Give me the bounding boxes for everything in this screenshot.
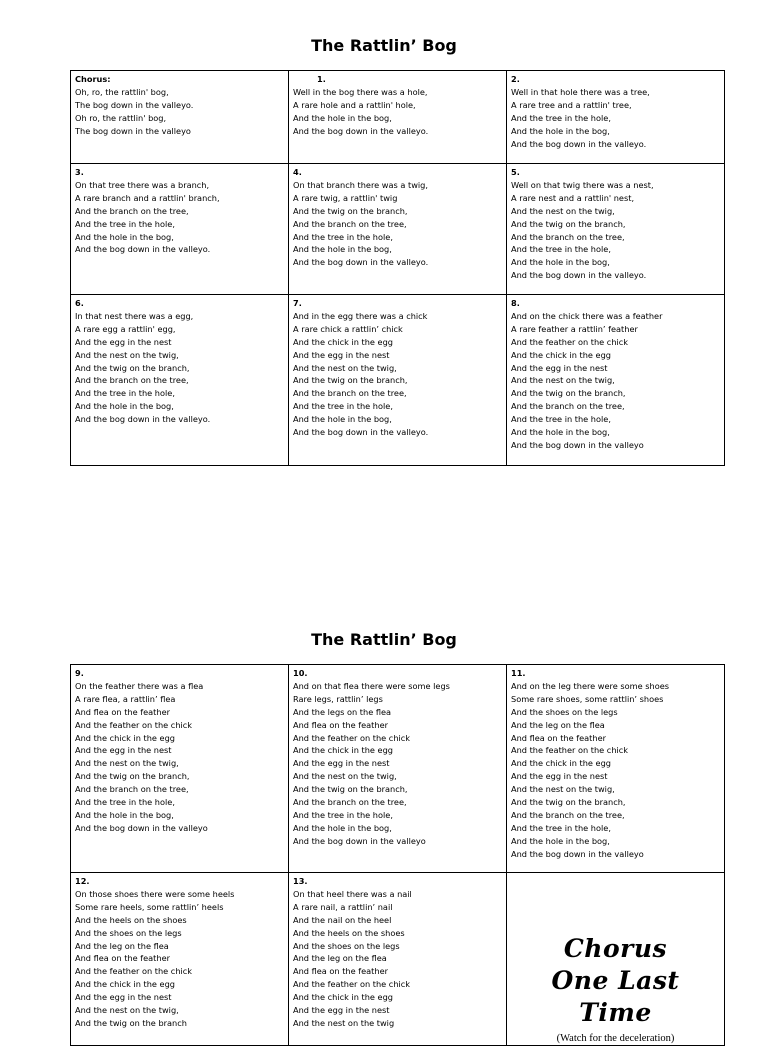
lyric-line: And the chick in the egg — [293, 992, 393, 1003]
lyric-line: On those shoes there were some heels — [75, 888, 235, 899]
lyric-line: And the hole in the bog, — [75, 231, 174, 242]
lyric-line: A rare nail, a rattlin’ nail — [293, 901, 393, 912]
lyric-line: And the branch on the tree, — [293, 797, 407, 808]
lyric-line: Oh ro, the rattlin' bog, — [75, 112, 167, 123]
lyric-line: And the feather on the chick — [293, 732, 411, 743]
lyric-line: And the twig on the branch, — [293, 205, 408, 216]
lyric-line: And the branch on the tree, — [75, 784, 189, 795]
lyric-line: And the tree in the hole, — [293, 401, 393, 412]
lyric-line: And the bog down in the valleyo. — [293, 427, 429, 438]
lyric-line: And in the egg there was a chick — [293, 310, 428, 321]
lyric-line: And the chick in the egg — [75, 732, 175, 743]
lyric-line: A rare chick a rattlin’ chick — [293, 323, 403, 334]
lyric-line: Well on that twig there was a nest, — [511, 179, 654, 190]
lyric-line: And the bog down in the valleyo. — [511, 270, 647, 281]
lyric-line: And the nest on the twig — [293, 1017, 395, 1028]
lyric-line: And the shoes on the legs — [293, 940, 400, 951]
finale-block — [511, 875, 720, 1044]
lyric-line: And the tree in the hole, — [511, 414, 611, 425]
lyric-line: And the bog down in the valleyo — [511, 439, 644, 450]
lyric-line: And the bog down in the valleyo. — [75, 414, 211, 425]
lyric-line: And the bog down in the valleyo. — [293, 257, 429, 268]
lyric-line: Some rare heels, some rattlin’ heels — [75, 901, 224, 912]
verse-number: 8. — [511, 298, 520, 308]
lyric-line: And the heels on the shoes — [75, 914, 187, 925]
lyric-line: On that branch there was a twig, — [293, 179, 428, 190]
lyric-line: And the leg on the flea — [75, 940, 169, 951]
lyric-line: And the egg in the nest — [293, 349, 390, 360]
lyric-line: And the hole in the bog, — [293, 822, 392, 833]
chorus-heading: Chorus: — [75, 74, 111, 84]
lyric-line: A rare flea, a rattlin’ flea — [75, 693, 176, 704]
lyric-line: And the leg on the flea — [293, 953, 387, 964]
finale-cell — [507, 873, 725, 1046]
lyric-line: And the egg in the nest — [293, 758, 390, 769]
lyric-line: And the egg in the nest — [511, 362, 608, 373]
lyric-line: And the egg in the nest — [75, 992, 172, 1003]
lyric-line: Well in the bog there was a hole, — [293, 86, 428, 97]
lyric-line: And the legs on the flea — [293, 706, 392, 717]
page-title: The Rattlin’ Bog — [311, 36, 457, 55]
lyric-line: And the twig on the branch, — [293, 375, 408, 386]
lyric-line: And the egg in the nest — [75, 336, 172, 347]
lyric-line: And flea on the feather — [293, 719, 388, 730]
lyric-line: And on the leg there were some shoes — [511, 680, 670, 691]
lyric-line: And the chick in the egg — [511, 349, 611, 360]
lyric-line: And the nest on the twig, — [511, 784, 615, 795]
lyric-line: A rare tree and a rattlin' tree, — [511, 99, 632, 110]
lyric-line: And flea on the feather — [511, 732, 606, 743]
verse-cell — [289, 164, 507, 295]
lyric-line: And the bog down in the valleyo — [511, 848, 644, 859]
verse-number: 1. — [317, 74, 326, 84]
lyric-line: And the twig on the branch, — [293, 784, 408, 795]
verse-number: 6. — [75, 298, 84, 308]
lyric-line: And the hole in the bog, — [511, 125, 610, 136]
lyric-line: Oh, ro, the rattlin' bog, — [75, 86, 169, 97]
lyric-line: Rare legs, rattlin’ legs — [293, 693, 383, 704]
lyric-line: And the nest on the twig, — [75, 1005, 179, 1016]
lyric-line: And the hole in the bog, — [511, 835, 610, 846]
lyric-line: And the branch on the tree, — [511, 809, 625, 820]
lyric-line: And the hole in the bog, — [75, 401, 174, 412]
lyric-line: And the egg in the nest — [75, 745, 172, 756]
lyric-line: Well in that hole there was a tree, — [511, 86, 650, 97]
lyric-line: And on that flea there were some legs — [293, 680, 450, 691]
verse-table — [70, 70, 725, 466]
lyric-line: And the tree in the hole, — [293, 809, 393, 820]
page-title: The Rattlin’ Bog — [311, 630, 457, 649]
lyric-line: A rare hole and a rattlin' hole, — [293, 99, 416, 110]
lyric-line: And the tree in the hole, — [511, 244, 611, 255]
lyric-line: And the nail on the heel — [293, 914, 392, 925]
finale-heading: One Last Time — [551, 966, 680, 1027]
lyric-line: And the feather on the chick — [511, 336, 629, 347]
lyric-line: And the feather on the chick — [75, 719, 193, 730]
lyric-line: And flea on the feather — [293, 966, 388, 977]
lyric-line: And the tree in the hole, — [75, 218, 175, 229]
lyric-line: And the branch on the tree, — [511, 231, 625, 242]
lyric-line: And the shoes on the legs — [511, 706, 618, 717]
lyric-line: And the chick in the egg — [293, 745, 393, 756]
lyric-line: And the branch on the tree, — [511, 401, 625, 412]
lyric-line: And on the chick there was a feather — [511, 310, 663, 321]
lyric-line: A rare branch and a rattlin' branch, — [75, 192, 220, 203]
lyric-line: And the hole in the bog, — [75, 809, 174, 820]
lyric-line: And the tree in the hole, — [511, 822, 611, 833]
lyric-line: And the twig on the branch, — [511, 218, 626, 229]
verse-cell — [507, 295, 725, 466]
verse-number: 2. — [511, 74, 520, 84]
lyric-line: A rare nest and a rattlin' nest, — [511, 192, 635, 203]
lyric-line: And flea on the feather — [75, 706, 170, 717]
verse-number: 11. — [511, 668, 526, 678]
lyric-line: And the branch on the tree, — [293, 388, 407, 399]
lyric-line: And the twig on the branch — [75, 1017, 187, 1028]
lyric-line: And the bog down in the valleyo — [293, 835, 426, 846]
lyric-line: And the feather on the chick — [511, 745, 629, 756]
lyric-line: And the nest on the twig, — [511, 205, 615, 216]
lyric-line: And the feather on the chick — [75, 966, 193, 977]
lyric-line: And the twig on the branch, — [75, 362, 190, 373]
lyric-line: And the nest on the twig, — [75, 758, 179, 769]
lyric-line: And the chick in the egg — [293, 336, 393, 347]
lyric-line: A rare feather a rattlin’ feather — [511, 323, 638, 334]
lyric-line: And the nest on the twig, — [75, 349, 179, 360]
lyric-line: And the bog down in the valleyo. — [511, 138, 647, 149]
verse-table — [70, 664, 725, 1046]
lyric-line: And the branch on the tree, — [75, 375, 189, 386]
lyric-line: In that nest there was a egg, — [75, 310, 194, 321]
lyric-line: And the egg in the nest — [511, 771, 608, 782]
verse-cell — [71, 295, 289, 466]
lyric-line: On that heel there was a nail — [293, 888, 412, 899]
finale-heading: Chorus — [563, 934, 668, 963]
lyric-line: And the tree in the hole, — [511, 112, 611, 123]
lyric-line: And the hole in the bog, — [293, 244, 392, 255]
finale-note: (Watch for the deceleration) — [556, 1033, 675, 1044]
verse-cell — [507, 164, 725, 295]
lyric-line: And the twig on the branch, — [511, 797, 626, 808]
lyric-line: And the bog down in the valleyo. — [75, 244, 211, 255]
lyric-line: And the nest on the twig, — [293, 362, 397, 373]
verse-number: 12. — [75, 876, 90, 886]
lyric-line: And the chick in the egg — [75, 979, 175, 990]
lyric-line: And the bog down in the valleyo — [75, 822, 208, 833]
verse-cell — [71, 873, 289, 1046]
lyric-line: On the feather there was a flea — [75, 680, 204, 691]
verse-number: 5. — [511, 167, 520, 177]
verse-number: 7. — [293, 298, 302, 308]
verse-cell — [289, 873, 507, 1046]
verse-cell — [289, 295, 507, 466]
lyric-line: And the hole in the bog, — [511, 257, 610, 268]
lyric-line: And the hole in the bog, — [293, 414, 392, 425]
verse-cell — [507, 665, 725, 873]
verse-cell — [71, 164, 289, 295]
lyric-line: And the hole in the bog, — [293, 112, 392, 123]
lyric-line: And the egg in the nest — [293, 1005, 390, 1016]
verse-number: 13. — [293, 876, 308, 886]
lyric-line: And the nest on the twig, — [511, 375, 615, 386]
verse-cell — [289, 71, 507, 164]
verse-number: 4. — [293, 167, 302, 177]
lyric-line: On that tree there was a branch, — [75, 179, 210, 190]
chorus-cell — [71, 71, 289, 164]
lyric-line: And the heels on the shoes — [293, 927, 405, 938]
verse-number: 3. — [75, 167, 84, 177]
lyric-line: And the bog down in the valleyo. — [293, 125, 429, 136]
lyric-line: And the shoes on the legs — [75, 927, 182, 938]
verse-cell — [289, 665, 507, 873]
verse-cell — [71, 665, 289, 873]
lyric-line: The bog down in the valleyo — [75, 125, 191, 136]
lyric-line: And the tree in the hole, — [75, 388, 175, 399]
lyric-line: And the branch on the tree, — [293, 218, 407, 229]
lyric-line: Some rare shoes, some rattlin’ shoes — [511, 693, 664, 704]
verse-number: 9. — [75, 668, 84, 678]
lyric-line: And the tree in the hole, — [293, 231, 393, 242]
lyric-line: And the chick in the egg — [511, 758, 611, 769]
verse-cell — [507, 71, 725, 164]
lyric-line: And the twig on the branch, — [511, 388, 626, 399]
lyric-line: And the branch on the tree, — [75, 205, 189, 216]
lyric-line: A rare egg a rattlin' egg, — [75, 323, 176, 334]
lyric-line: And the tree in the hole, — [75, 797, 175, 808]
lyric-line: And the nest on the twig, — [293, 771, 397, 782]
lyric-line: The bog down in the valleyo. — [75, 99, 194, 110]
lyric-line: And flea on the feather — [75, 953, 170, 964]
lyric-line: A rare twig, a rattlin' twig — [293, 192, 398, 203]
lyric-line: And the leg on the flea — [511, 719, 605, 730]
lyric-line: And the twig on the branch, — [75, 771, 190, 782]
lyric-line: And the feather on the chick — [293, 979, 411, 990]
verse-number: 10. — [293, 668, 308, 678]
lyric-line: And the hole in the bog, — [511, 427, 610, 438]
